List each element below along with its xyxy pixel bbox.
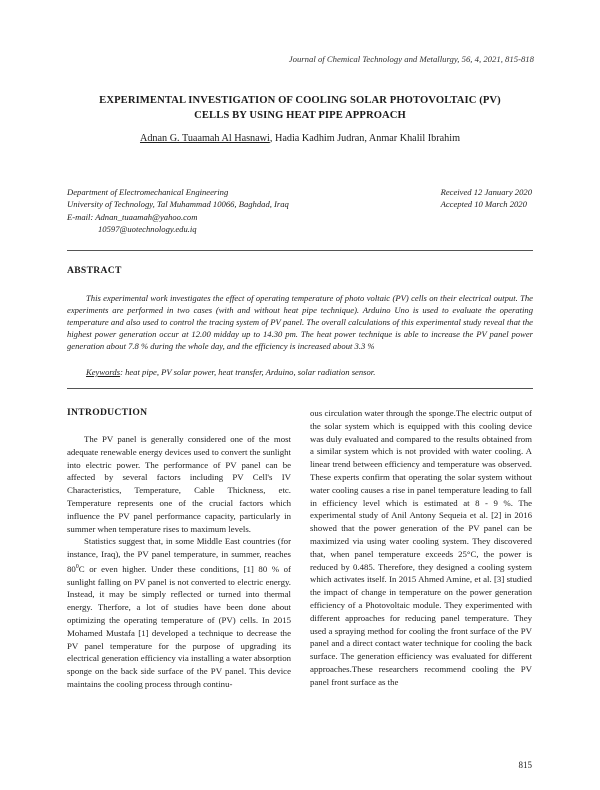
title-line-1: EXPERIMENTAL INVESTIGATION OF COOLING SOLAR PHOTOVOLTAIC (PV) [99, 95, 501, 106]
introduction-heading: INTRODUCTION [67, 407, 148, 418]
dates-block [441, 186, 532, 211]
paragraph: ous circulation water through the sponge.The electric output of the solar system which is equipped with this cooling device was duly evaluated and compared to the results obtained from a similar system which is not provided with water cooling. A linear trend between efficiency and temperature was observed. These experts confirm that operating the solar system without water cooling causes a rise in panel temperature leading to fall in efficiency level which is estimated at 8 - 9 %. The experimental study of Anil Antony Sequeia et al. [2] in 2016 showed that the power generation of the PV panel can be maximized via using water cooling system. They discovered that, when panel temperature exceeds 25°C, the power is reduced by 0.485. Therefore, they designed a cooling system which activates itself. In 2015 Ahmed Amine, et al. [3] studied the impact of change in temperature on the power generation efficiency of a Photovoltaic module. They experimented with different approaches for reducing panel temperature. They used a spraying method for cooling the front surface of the PV panel and a direct contact water technique for cooling the back surface. The generation efficiency was evaluated for different approaches.These researchers recommend cooling the PV panel front surface as the [310, 408, 532, 687]
department: Department of Electromechanical Engineering [67, 187, 229, 197]
university: University of Technology, Tal Muhammad 10066, Baghdad, Iraq [67, 199, 289, 210]
paper-title [60, 94, 540, 123]
email-2[interactable]: 10597@uotechnology.edu.iq [98, 223, 197, 234]
divider-top [67, 250, 533, 251]
divider-bottom [67, 388, 533, 389]
keywords [86, 367, 375, 377]
keywords-text: : heat pipe, PV solar power, heat transfer, Arduino, solar radiation sensor. [120, 367, 376, 377]
received-date: Received 12 January 2020 [440, 187, 532, 197]
author-list [60, 133, 540, 144]
column-right [310, 407, 532, 689]
title-line-2: CELLS BY USING HEAT PIPE APPROACH [194, 109, 406, 121]
paragraph: The PV panel is generally considered one of the most adequate renewable energy devices used to convert the sunlight into electric power. The performance of PV panel can be affected by several factors including PV Cell's IV Characteristics, Temperature, Cable Thickness, etc. Temperature represents one of the crucial factors which influence the PV panel performance capacity, particularly in summer when temperature rises to maximum levels. [67, 434, 291, 534]
email[interactable]: E-mail: Adnan_tuaamah@yahoo.com [67, 211, 198, 222]
keywords-label: Keywords [86, 367, 121, 377]
accepted-date: Accepted 10 March 2020 [440, 199, 527, 210]
page-number: 815 [518, 760, 532, 770]
co-authors: , Hadia Kadhim Judran, Anmar Khalil Ibrahim [269, 133, 460, 144]
corresponding-author[interactable]: Adnan G. Tuaamah Al Hasnawi [139, 133, 270, 144]
paragraph: Statistics suggest that, in some Middle East countries (for instance, Iraq), the PV panel temperature, in summer, reaches $80^0C$ or even higher. Under these conditions, [1] 80 % of sunlight falling on PV panel is not converted to electric energy. Instead, it may be simply reflected or turned into thermal energy. Therfore, a lot of studies have been done about optimizing the operating temperature of (PV) cells. In 2015 Mohamed Mustafa [1] developed a technique to decrease the PV panel temperature for the purpose of upgrading its electrical generation efficiency via installing a water absorption sponge on the back side surface of the PV panel. This device maintains the cooling process through continu- [67, 536, 291, 690]
abstract-text: This experimental work investigates the effect of operating temperature of photo voltaic (PV) cells on their electrical output. The experiments are performed in two cases (with and without heat pipe technique). Arduino Uno is used to evaluate the operating temperature and also used to control the tracing system of PV panel. The overall calculations of this experimental study reveal that the highest power generation occur at 12.00 midday up to 14.30 pm. The heat power technique is able to increase the PV panel power generation about 7.8 % during the whole day, and the efficiency is increased about 3.3 % [67, 293, 533, 352]
column-left [67, 433, 291, 691]
abstract-heading: ABSTRACT [67, 265, 122, 276]
journal-header: Journal of Chemical Technology and Metallurgy, 56, 4, 2021, 815-818 [288, 54, 534, 64]
affiliation-block [67, 186, 289, 235]
